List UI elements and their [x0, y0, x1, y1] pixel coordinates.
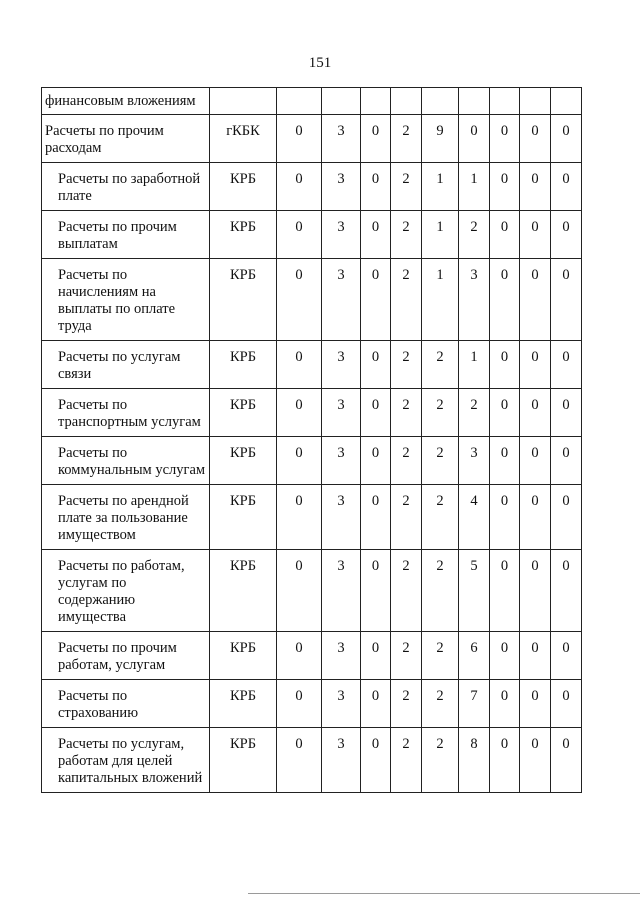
- code-digit-cell: 2: [422, 550, 459, 632]
- account-name-cell: Расчеты по транспортным услугам: [42, 389, 210, 437]
- code-type-cell: гКБК: [210, 115, 277, 163]
- account-name-cell: Расчеты по прочим расходам: [42, 115, 210, 163]
- page-number: 151: [308, 55, 332, 71]
- code-digit-cell: 0: [490, 632, 520, 680]
- code-digit-cell: 0: [490, 341, 520, 389]
- code-digit-cell: 2: [391, 259, 422, 341]
- code-digit-cell: 0: [490, 163, 520, 211]
- code-digit-cell: 0: [490, 389, 520, 437]
- table-row: [42, 680, 582, 728]
- code-digit-cell: 2: [422, 341, 459, 389]
- code-digit-cell: 2: [459, 389, 490, 437]
- code-digit-cell: 2: [422, 389, 459, 437]
- code-type-cell: [210, 88, 277, 115]
- table-row: [42, 485, 582, 550]
- code-digit-cell: 2: [391, 680, 422, 728]
- code-digit-cell: 0: [520, 680, 551, 728]
- code-digit-cell: 3: [459, 259, 490, 341]
- account-name-cell: Расчеты по прочим выплатам: [42, 211, 210, 259]
- code-type-cell: КРБ: [210, 680, 277, 728]
- code-digit-cell: 3: [322, 341, 361, 389]
- code-digit-cell: 2: [459, 211, 490, 259]
- code-digit-cell: 0: [277, 728, 322, 793]
- code-digit-cell: 8: [459, 728, 490, 793]
- account-name-cell: Расчеты по страхованию: [42, 680, 210, 728]
- code-digit-cell: [391, 88, 422, 115]
- code-type-cell: КРБ: [210, 632, 277, 680]
- code-digit-cell: 0: [490, 485, 520, 550]
- code-digit-cell: 1: [422, 259, 459, 341]
- code-digit-cell: 0: [277, 163, 322, 211]
- code-digit-cell: 0: [551, 680, 582, 728]
- code-digit-cell: [277, 88, 322, 115]
- code-digit-cell: 3: [322, 437, 361, 485]
- table-row: [42, 88, 582, 115]
- code-type-cell: КРБ: [210, 389, 277, 437]
- code-digit-cell: 0: [361, 259, 391, 341]
- code-digit-cell: 0: [490, 728, 520, 793]
- code-digit-cell: 0: [490, 115, 520, 163]
- code-digit-cell: 0: [551, 437, 582, 485]
- code-type-cell: КРБ: [210, 485, 277, 550]
- code-digit-cell: 0: [361, 163, 391, 211]
- code-digit-cell: 2: [422, 485, 459, 550]
- code-digit-cell: 1: [459, 341, 490, 389]
- code-digit-cell: 3: [322, 728, 361, 793]
- code-digit-cell: 0: [520, 485, 551, 550]
- code-digit-cell: 0: [490, 437, 520, 485]
- code-digit-cell: 0: [520, 632, 551, 680]
- account-name-cell: Расчеты по начислениям на выплаты по оплате труда: [42, 259, 210, 341]
- code-digit-cell: 0: [490, 259, 520, 341]
- code-digit-cell: 3: [322, 259, 361, 341]
- table-row: [42, 550, 582, 632]
- code-digit-cell: 2: [391, 437, 422, 485]
- code-digit-cell: 1: [422, 211, 459, 259]
- account-name-cell: Расчеты по услугам связи: [42, 341, 210, 389]
- code-digit-cell: 0: [551, 485, 582, 550]
- code-digit-cell: [551, 88, 582, 115]
- code-digit-cell: 3: [322, 163, 361, 211]
- code-digit-cell: 3: [322, 680, 361, 728]
- code-digit-cell: 3: [322, 632, 361, 680]
- code-digit-cell: 0: [551, 550, 582, 632]
- code-digit-cell: 0: [277, 437, 322, 485]
- code-type-cell: КРБ: [210, 259, 277, 341]
- code-digit-cell: 3: [322, 550, 361, 632]
- table-row: [42, 211, 582, 259]
- code-digit-cell: 2: [422, 728, 459, 793]
- code-digit-cell: 0: [361, 728, 391, 793]
- code-digit-cell: 0: [520, 341, 551, 389]
- code-digit-cell: 2: [391, 632, 422, 680]
- table-row: [42, 632, 582, 680]
- account-name-cell: Расчеты по работам, услугам по содержанию имущества: [42, 550, 210, 632]
- account-name-cell: финансовым вложениям: [42, 88, 210, 115]
- code-digit-cell: 0: [551, 163, 582, 211]
- code-digit-cell: 0: [551, 211, 582, 259]
- code-digit-cell: 3: [322, 389, 361, 437]
- code-digit-cell: 2: [391, 163, 422, 211]
- table-row: [42, 437, 582, 485]
- code-type-cell: КРБ: [210, 728, 277, 793]
- code-digit-cell: 2: [391, 389, 422, 437]
- code-digit-cell: 0: [361, 680, 391, 728]
- code-digit-cell: 0: [551, 632, 582, 680]
- code-digit-cell: 2: [391, 728, 422, 793]
- code-type-cell: КРБ: [210, 211, 277, 259]
- code-digit-cell: 0: [361, 437, 391, 485]
- code-digit-cell: 0: [277, 341, 322, 389]
- code-digit-cell: 4: [459, 485, 490, 550]
- code-digit-cell: 0: [277, 211, 322, 259]
- account-name-cell: Расчеты по заработной плате: [42, 163, 210, 211]
- code-digit-cell: 2: [422, 437, 459, 485]
- code-digit-cell: 7: [459, 680, 490, 728]
- code-digit-cell: 0: [520, 728, 551, 793]
- code-digit-cell: 0: [520, 550, 551, 632]
- code-digit-cell: 0: [277, 115, 322, 163]
- code-digit-cell: 0: [551, 728, 582, 793]
- code-digit-cell: 0: [277, 680, 322, 728]
- code-digit-cell: 0: [520, 259, 551, 341]
- code-digit-cell: 0: [551, 115, 582, 163]
- scan-edge-line: [248, 893, 640, 894]
- code-digit-cell: 0: [361, 550, 391, 632]
- code-digit-cell: [490, 88, 520, 115]
- code-digit-cell: 0: [520, 163, 551, 211]
- code-type-cell: КРБ: [210, 437, 277, 485]
- code-digit-cell: 2: [391, 550, 422, 632]
- table-row: [42, 389, 582, 437]
- account-name-cell: Расчеты по прочим работам, услугам: [42, 632, 210, 680]
- code-digit-cell: 0: [520, 389, 551, 437]
- code-digit-cell: 2: [391, 211, 422, 259]
- code-digit-cell: 0: [277, 389, 322, 437]
- code-digit-cell: 0: [361, 211, 391, 259]
- code-digit-cell: 0: [490, 550, 520, 632]
- code-digit-cell: 3: [322, 211, 361, 259]
- code-digit-cell: 3: [322, 485, 361, 550]
- code-digit-cell: 0: [520, 115, 551, 163]
- code-digit-cell: 0: [551, 341, 582, 389]
- table-row: [42, 163, 582, 211]
- code-digit-cell: 3: [459, 437, 490, 485]
- code-digit-cell: 0: [551, 389, 582, 437]
- code-digit-cell: 1: [422, 163, 459, 211]
- code-digit-cell: 0: [361, 389, 391, 437]
- table-row: [42, 341, 582, 389]
- code-digit-cell: 0: [277, 632, 322, 680]
- code-digit-cell: 0: [459, 115, 490, 163]
- table-row: [42, 728, 582, 793]
- code-digit-cell: 0: [277, 485, 322, 550]
- code-digit-cell: 0: [551, 259, 582, 341]
- code-digit-cell: [322, 88, 361, 115]
- code-digit-cell: 1: [459, 163, 490, 211]
- account-name-cell: Расчеты по коммунальным услугам: [42, 437, 210, 485]
- code-digit-cell: 2: [422, 632, 459, 680]
- account-name-cell: Расчеты по услугам, работам для целей капитальных вложений: [42, 728, 210, 793]
- code-type-cell: КРБ: [210, 550, 277, 632]
- code-digit-cell: [459, 88, 490, 115]
- code-digit-cell: 0: [520, 211, 551, 259]
- code-digit-cell: 5: [459, 550, 490, 632]
- code-digit-cell: 0: [277, 550, 322, 632]
- account-name-cell: Расчеты по арендной плате за пользование имуществом: [42, 485, 210, 550]
- table-row: [42, 115, 582, 163]
- code-digit-cell: 0: [490, 211, 520, 259]
- table-row: [42, 259, 582, 341]
- code-digit-cell: 0: [361, 115, 391, 163]
- code-digit-cell: [520, 88, 551, 115]
- code-digit-cell: [361, 88, 391, 115]
- code-digit-cell: 0: [277, 259, 322, 341]
- code-digit-cell: 0: [361, 341, 391, 389]
- code-digit-cell: 0: [490, 680, 520, 728]
- code-digit-cell: [422, 88, 459, 115]
- account-codes-table: [41, 87, 582, 793]
- code-digit-cell: 2: [422, 680, 459, 728]
- code-digit-cell: 3: [322, 115, 361, 163]
- code-digit-cell: 6: [459, 632, 490, 680]
- code-type-cell: КРБ: [210, 341, 277, 389]
- code-digit-cell: 0: [361, 632, 391, 680]
- code-digit-cell: 0: [520, 437, 551, 485]
- code-type-cell: КРБ: [210, 163, 277, 211]
- code-digit-cell: 2: [391, 341, 422, 389]
- code-digit-cell: 2: [391, 485, 422, 550]
- code-digit-cell: 2: [391, 115, 422, 163]
- code-digit-cell: 0: [361, 485, 391, 550]
- code-digit-cell: 9: [422, 115, 459, 163]
